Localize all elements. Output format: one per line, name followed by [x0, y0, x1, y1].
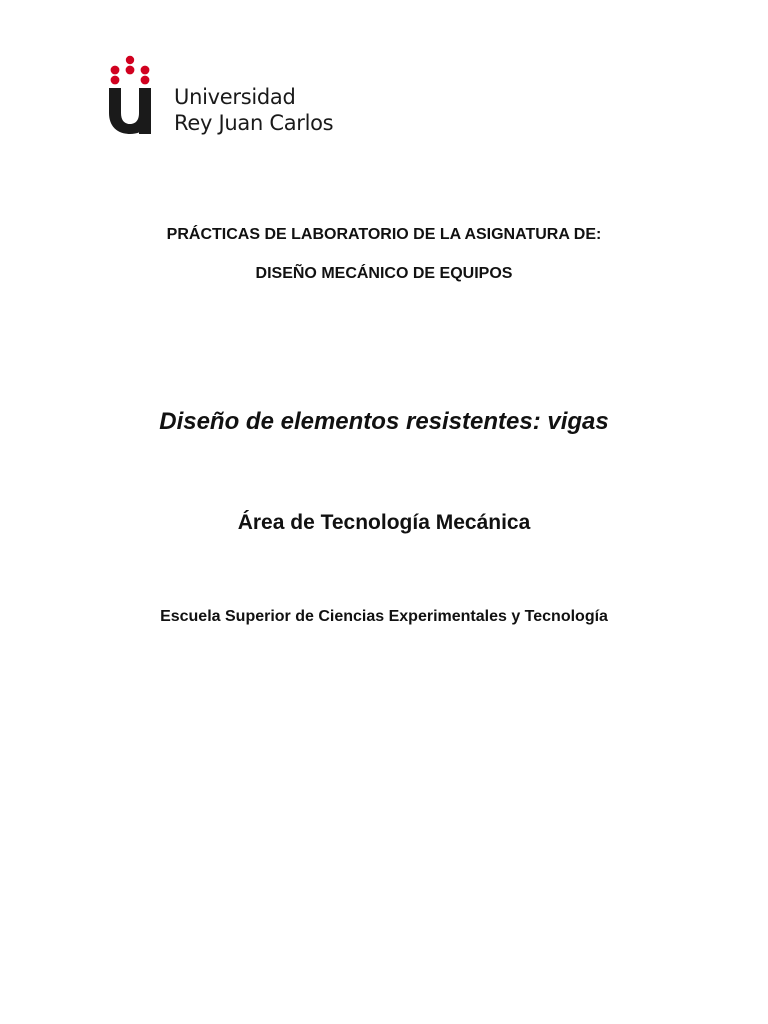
- university-name-line-1: Universidad: [174, 85, 296, 109]
- university-name-line-2: Rey Juan Carlos: [174, 111, 334, 135]
- area-heading: Área de Tecnología Mecánica: [237, 511, 531, 534]
- urjc-emblem-icon: [108, 55, 152, 135]
- school-name: Escuela Superior de Ciencias Experimentales y Tecnología: [160, 608, 608, 625]
- subject-heading: DISEÑO MECÁNICO DE EQUIPOS: [255, 265, 513, 282]
- practicas-heading: PRÁCTICAS DE LABORATORIO DE LA ASIGNATURA DE:: [166, 226, 602, 243]
- university-logo: [108, 55, 348, 137]
- document-title: Diseño de elementos resistentes: vigas: [159, 408, 609, 435]
- university-name: [174, 84, 333, 136]
